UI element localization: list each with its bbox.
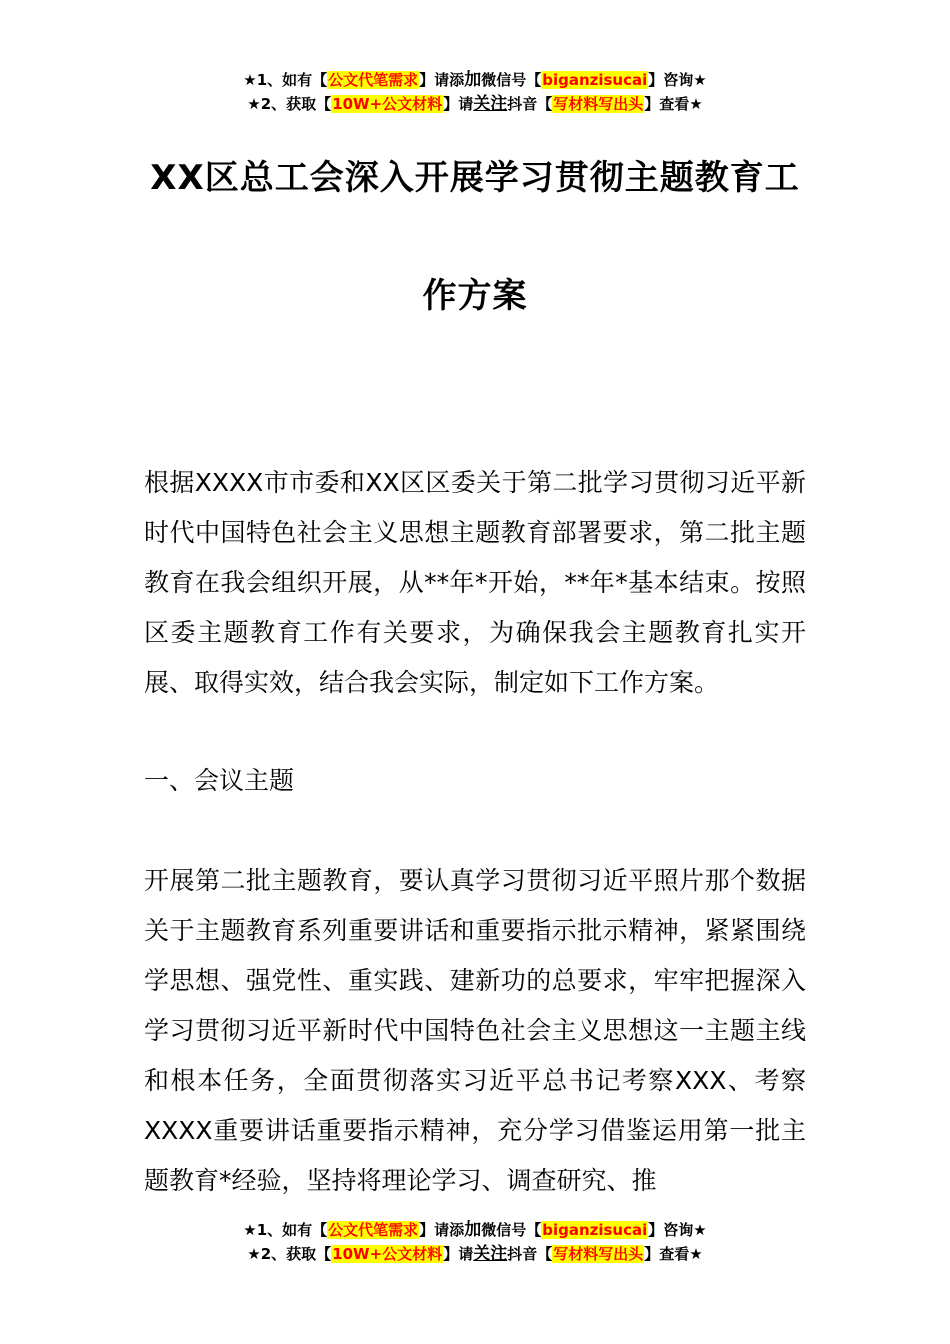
header-banner bbox=[0, 68, 950, 116]
banner-text: 微信号【 bbox=[481, 71, 542, 89]
banner-text: 】请 bbox=[443, 95, 474, 113]
document-title-line-1: XX区总工会深入开展学习贯彻主题教育工 bbox=[150, 158, 800, 198]
banner-highlight: 写材料写出头 bbox=[553, 95, 644, 113]
banner-text: ★2、获取【 bbox=[247, 1245, 332, 1263]
banner-text: 】请添 bbox=[419, 71, 465, 89]
banner-text: 】查看★ bbox=[644, 1245, 703, 1263]
body-paragraph-intro: 根据XXXX市市委和XX区区委关于第二批学习贯彻习近平新时代中国特色社会主义思想主题教育部署要求，第二批主题教育在我会组织开展，从**年*开始，**年*基本结束。按照区委主题教育工作有关要求，为确保我会主题教育扎实开展、取得实效，结合我会实际，制定如下工作方案。 bbox=[144, 468, 806, 697]
banner-line-1 bbox=[0, 68, 950, 92]
banner-highlight: biganzisucai bbox=[542, 71, 648, 89]
banner-highlight: 公文代笔需求 bbox=[328, 71, 419, 89]
footer-banner bbox=[0, 1218, 950, 1266]
banner-text: 抖音【 bbox=[507, 1245, 553, 1263]
banner-highlight: 公文代笔需求 bbox=[328, 1221, 419, 1239]
body-paragraph-theme: 开展第二批主题教育，要认真学习贯彻习近平照片那个数据关于主题教育系列重要讲话和重要指示批示精神，紧紧围绕学思想、强党性、重实践、建新功的总要求，牢牢把握深入学习贯彻习近平新时代中国特色社会主义思想这一主题主线和根本任务，全面贯彻落实习近平总书记考察XXX、考察XXXX重要讲话重要指示精神，充分学习借鉴运用第一批主题教育*经验，坚持将理论学习、调查研究、推 bbox=[144, 866, 806, 1195]
banner-highlight: biganzisucai bbox=[542, 1221, 648, 1239]
banner-line-2 bbox=[0, 1242, 950, 1266]
banner-text: 微信号【 bbox=[481, 1221, 542, 1239]
document-title-line-2: 作方案 bbox=[422, 276, 528, 316]
banner-text: 加 bbox=[464, 70, 482, 90]
banner-text: 】查看★ bbox=[644, 95, 703, 113]
banner-line-1 bbox=[0, 1218, 950, 1242]
banner-text: 加 bbox=[464, 1220, 482, 1240]
banner-line-2 bbox=[0, 92, 950, 116]
banner-text: ★1、如有【 bbox=[243, 1221, 328, 1239]
banner-text: 】请 bbox=[443, 1245, 474, 1263]
banner-text: 关注 bbox=[473, 1244, 508, 1264]
banner-text: 】咨询★ bbox=[648, 1221, 707, 1239]
banner-text: ★1、如有【 bbox=[243, 71, 328, 89]
banner-highlight: 写材料写出头 bbox=[553, 1245, 644, 1263]
banner-text: ★2、获取【 bbox=[247, 95, 332, 113]
banner-text: 抖音【 bbox=[507, 95, 553, 113]
banner-highlight: 10W+公文材料 bbox=[332, 1245, 443, 1263]
banner-text: 】咨询★ bbox=[648, 71, 707, 89]
banner-text: 关注 bbox=[473, 94, 508, 114]
section-heading: 一、会议主题 bbox=[144, 766, 295, 795]
banner-highlight: 10W+公文材料 bbox=[332, 95, 443, 113]
banner-text: 】请添 bbox=[419, 1221, 465, 1239]
